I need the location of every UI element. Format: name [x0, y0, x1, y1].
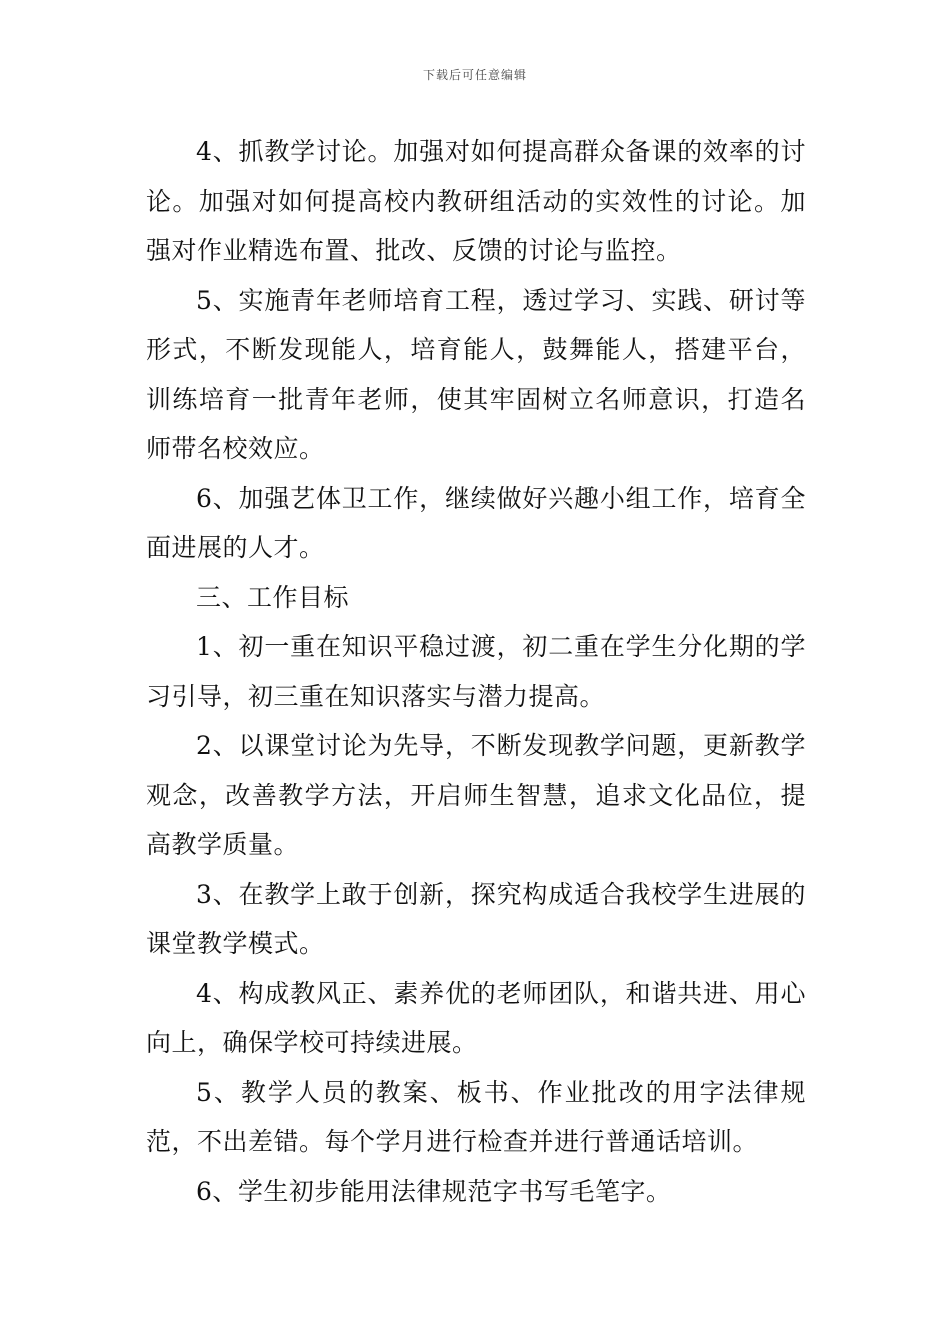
- document-body: [146, 127, 806, 1216]
- paragraph-item-4-discussion: 4、抓教学讨论。加强对如何提高群众备课的效率的讨论。加强对如何提高校内教研组活动的实效性的讨论。加强对作业精选布置、批改、反馈的讨论与监控。: [146, 137, 806, 265]
- paragraph-goal-4: 4、构成教风正、素养优的老师团队，和谐共进、用心向上，确保学校可持续进展。: [146, 978, 806, 1057]
- paragraph-goal-6: 6、学生初步能用法律规范字书写毛笔字。: [196, 1176, 672, 1206]
- paragraph-goal-2: 2、以课堂讨论为先导，不断发现教学问题，更新教学观念，改善教学方法，开启师生智慧，追求文化品位，提高教学质量。: [146, 731, 806, 859]
- section-heading-work-goals: 三、工作目标: [196, 582, 350, 612]
- paragraph-goal-5: 5、教学人员的教案、板书、作业批改的用字法律规范，不出差错。每个学月进行检查并进行普通话培训。: [146, 1077, 806, 1156]
- paragraph-item-5-young-teachers: 5、实施青年老师培育工程，透过学习、实践、研讨等形式，不断发现能人，培育能人，鼓舞能人，搭建平台，训练培育一批青年老师，使其牢固树立名师意识，打造名师带名校效应。: [146, 285, 806, 463]
- page-header-note: 下载后可任意编辑: [422, 68, 527, 82]
- paragraph-goal-3: 3、在教学上敢于创新，探究构成适合我校学生进展的课堂教学模式。: [146, 879, 806, 958]
- paragraph-item-6-arts-sports: 6、加强艺体卫工作，继续做好兴趣小组工作，培育全面进展的人才。: [146, 483, 806, 562]
- paragraph-goal-1: 1、初一重在知识平稳过渡，初二重在学生分化期的学习引导，初三重在知识落实与潜力提高。: [146, 632, 806, 711]
